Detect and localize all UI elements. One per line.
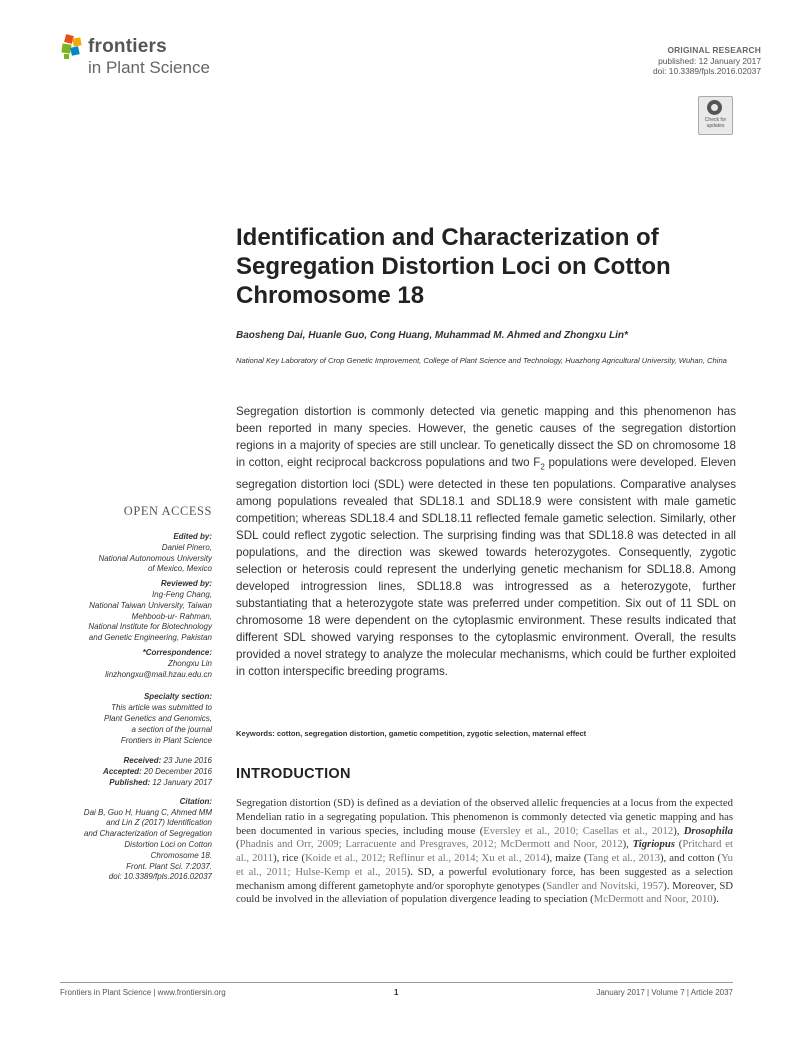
citation-line: Distortion Loci on Cotton: [124, 839, 212, 849]
article-dates: [42, 756, 212, 788]
correspondence-label: *Correspondence:: [142, 647, 212, 657]
specialty-line: Frontiers in Plant Science: [120, 735, 212, 745]
citation-line: Front. Plant Sci. 7:2037.: [126, 861, 212, 871]
keywords: Keywords: cotton, segregation distortion, gametic competition, zygotic selection, maternal effect: [236, 729, 587, 738]
reviewer-line: National Taiwan University, Taiwan: [89, 600, 212, 610]
published-date-sidebar: [42, 778, 212, 789]
correspondence-email[interactable]: linzhongxu@mail.hzau.edu.cn: [105, 669, 212, 679]
published-value: 12 January 2017: [150, 777, 212, 787]
reviewer-line: Ing-Feng Chang,: [151, 589, 212, 599]
reviewer-line: and Genetic Engineering, Pakistan: [88, 633, 212, 643]
check-for-updates-button[interactable]: [698, 96, 733, 135]
editor-line: of Mexico, Mexico: [147, 564, 212, 574]
text: ). SD, a powerful evolutionary force, has been suggested as a selection mechanism among different gametophyte and/or sporophyte genotypes (: [236, 865, 733, 892]
accepted-label: Accepted:: [103, 767, 142, 777]
accepted-value: 20 December 2016: [141, 767, 212, 777]
brand-name: frontiers: [88, 36, 167, 57]
reviewed-by-label: Reviewed by:: [160, 579, 212, 589]
citation-link[interactable]: Sandler and Novitski, 1957: [546, 879, 664, 892]
received-date: [42, 756, 212, 767]
specialty-line: a section of the journal: [131, 724, 212, 734]
text: (: [236, 838, 240, 851]
accepted-date: [42, 767, 212, 778]
citation-link[interactable]: Tang et al., 2013: [587, 852, 660, 864]
reviewer-line: Mehboob-ur- Rahman,: [131, 611, 212, 621]
published-date: published: 12 January 2017: [658, 55, 761, 66]
citation-line: and Lin Z (2017) Identification: [106, 818, 212, 828]
corresponding-author: Zhongxu Lin: [167, 658, 212, 668]
edited-by-label: Edited by:: [173, 532, 212, 541]
citation-label: Citation:: [179, 796, 212, 806]
text: ),: [622, 838, 633, 851]
citation-line: doi: 10.3389/fpls.2016.02037: [108, 872, 212, 882]
journal-name: in Plant Science: [88, 58, 210, 77]
citation-link[interactable]: Phadnis and Orr, 2009; Larracuente and Presgraves, 2012; McDermott and Noor, 2012: [239, 838, 623, 851]
author-list: Baosheng Dai, Huanle Guo, Cong Huang, Muhammad M. Ahmed and Zhongxu Lin*: [236, 330, 628, 341]
section-heading-introduction: INTRODUCTION: [236, 766, 351, 782]
citation-link[interactable]: Eversley et al., 2010; Casellas et al., 2012: [483, 824, 674, 837]
text: (: [674, 838, 683, 851]
footer-issue-info: January 2017 | Volume 7 | Article 2037: [596, 988, 733, 997]
text: ), rice (: [273, 852, 306, 864]
open-access-label: OPEN ACCESS: [123, 504, 212, 518]
article-sidebar: [42, 532, 212, 887]
frontiers-logo-icon: [60, 34, 86, 60]
check-updates-label: Check for updates: [704, 117, 727, 129]
citation-link[interactable]: Pritchard et al., 2011: [236, 838, 734, 864]
received-label: Received:: [123, 756, 162, 766]
citation: [42, 797, 212, 883]
abstract: [236, 403, 736, 680]
article-doi[interactable]: doi: 10.3389/fpls.2016.02037: [652, 66, 761, 76]
footer-divider: [60, 982, 733, 983]
citation-line: Chromosome 18.: [150, 850, 212, 860]
text: Segregation distortion (SD) is defined as a deviation of the observed allelic frequencies at a locus from the expected Mendelian ratio in a segregating population. This phenomenon is commonly detected via genetic mapping and has been documented in various species, including mouse (: [236, 797, 733, 837]
text: ), and cotton (: [659, 852, 722, 864]
species-name: Tigriopus: [632, 838, 675, 851]
citation-link[interactable]: Koide et al., 2012; Reflinur et al., 2014; Xu et al., 2014: [305, 852, 546, 864]
edited-by: [42, 532, 212, 575]
introduction-paragraph: [236, 797, 733, 907]
reviewer-line: National Institute for Biotechnology: [88, 622, 212, 632]
text: ), maize (: [545, 852, 588, 864]
species-name: Drosophila: [683, 824, 733, 837]
citation-line: Dai B, Guo H, Huang C, Ahmed MM: [83, 807, 212, 817]
journal-logo[interactable]: [60, 32, 230, 82]
published-label: Published:: [109, 777, 151, 787]
abstract-text-1: Segregation distortion is commonly detected via genetic mapping and this phenomenon has been reported in many species. However, the genetic causes of the segregation distortion regions in a majority of species are still unclear. To genetically dissect the SD on chromosome 18 in cotton, eight reciprocal backcross populations and two F: [236, 405, 736, 470]
citation-link[interactable]: McDermott and Noor, 2010: [593, 893, 713, 906]
affiliation: National Key Laboratory of Crop Genetic Improvement, College of Plant Science and Technology, Huazhong Agricultural University, Wuhan, China: [236, 356, 727, 365]
article-type: ORIGINAL RESEARCH: [667, 45, 761, 55]
article-title: Identification and Characterization of Segregation Distortion Loci on Cotton Chromosome 18: [236, 224, 671, 309]
citation-line: and Characterization of Segregation: [83, 829, 212, 839]
footer-journal-link[interactable]: Frontiers in Plant Science | www.frontiersin.org: [60, 988, 226, 997]
received-value: 23 June 2016: [161, 756, 212, 766]
check-updates-icon: [707, 100, 722, 115]
reviewed-by: [42, 579, 212, 644]
text: ).: [712, 893, 719, 906]
text: ),: [673, 824, 684, 837]
article-meta: [653, 45, 761, 77]
abstract-subscript: 2: [540, 462, 545, 472]
correspondence: [42, 648, 212, 680]
page-number: 1: [394, 988, 399, 997]
specialty-label: Specialty section:: [143, 692, 212, 702]
specialty-section: [42, 692, 212, 746]
editor-line: Daniel Pinero,: [161, 542, 212, 552]
specialty-line: This article was submitted to: [111, 703, 212, 713]
editor-line: National Autonomous University: [98, 553, 212, 563]
specialty-line: Plant Genetics and Genomics,: [103, 713, 212, 723]
abstract-text-2: populations were developed. Eleven segregation distortion loci (SDL) were detected in these ten populations. Comparative analyses among populations revealed that SDL18.1 and SDL18.9 were consistent with male gametic competition; whereas SDL18.4 and SDL18.11 reflected female gametic selection. Similarly, other SDL could reflect zygotic selection. The surprising finding was that SDL18.8 was detected in all populations, and the direction was skewed towards heterozygotes. Consequently, zygotic selection or heterosis could represent the underlying genetic mechanism for SDL18.8. Among developed introgression lines, SDL18.8 was introgressed as a heterozygote, further substantiating that a heterozygote state was preferred under competition. Six out of 11 SDL on chromosome 18 were dependent on the cytoplasmic environment. These results indicated that different SDL showed varying responses to the cytoplasmic environment. Overall, the results provided a novel strategy to analyze the molecular mechanisms, which could be further exploited in cotton interspecific breeding programs.: [236, 456, 736, 679]
text: ). Moreover, SD could be involved in the alleviation of population divergence leading to speciation (: [236, 879, 733, 906]
citation-link[interactable]: Yu et al., 2011; Hulse-Kemp et al., 2015: [236, 852, 733, 878]
